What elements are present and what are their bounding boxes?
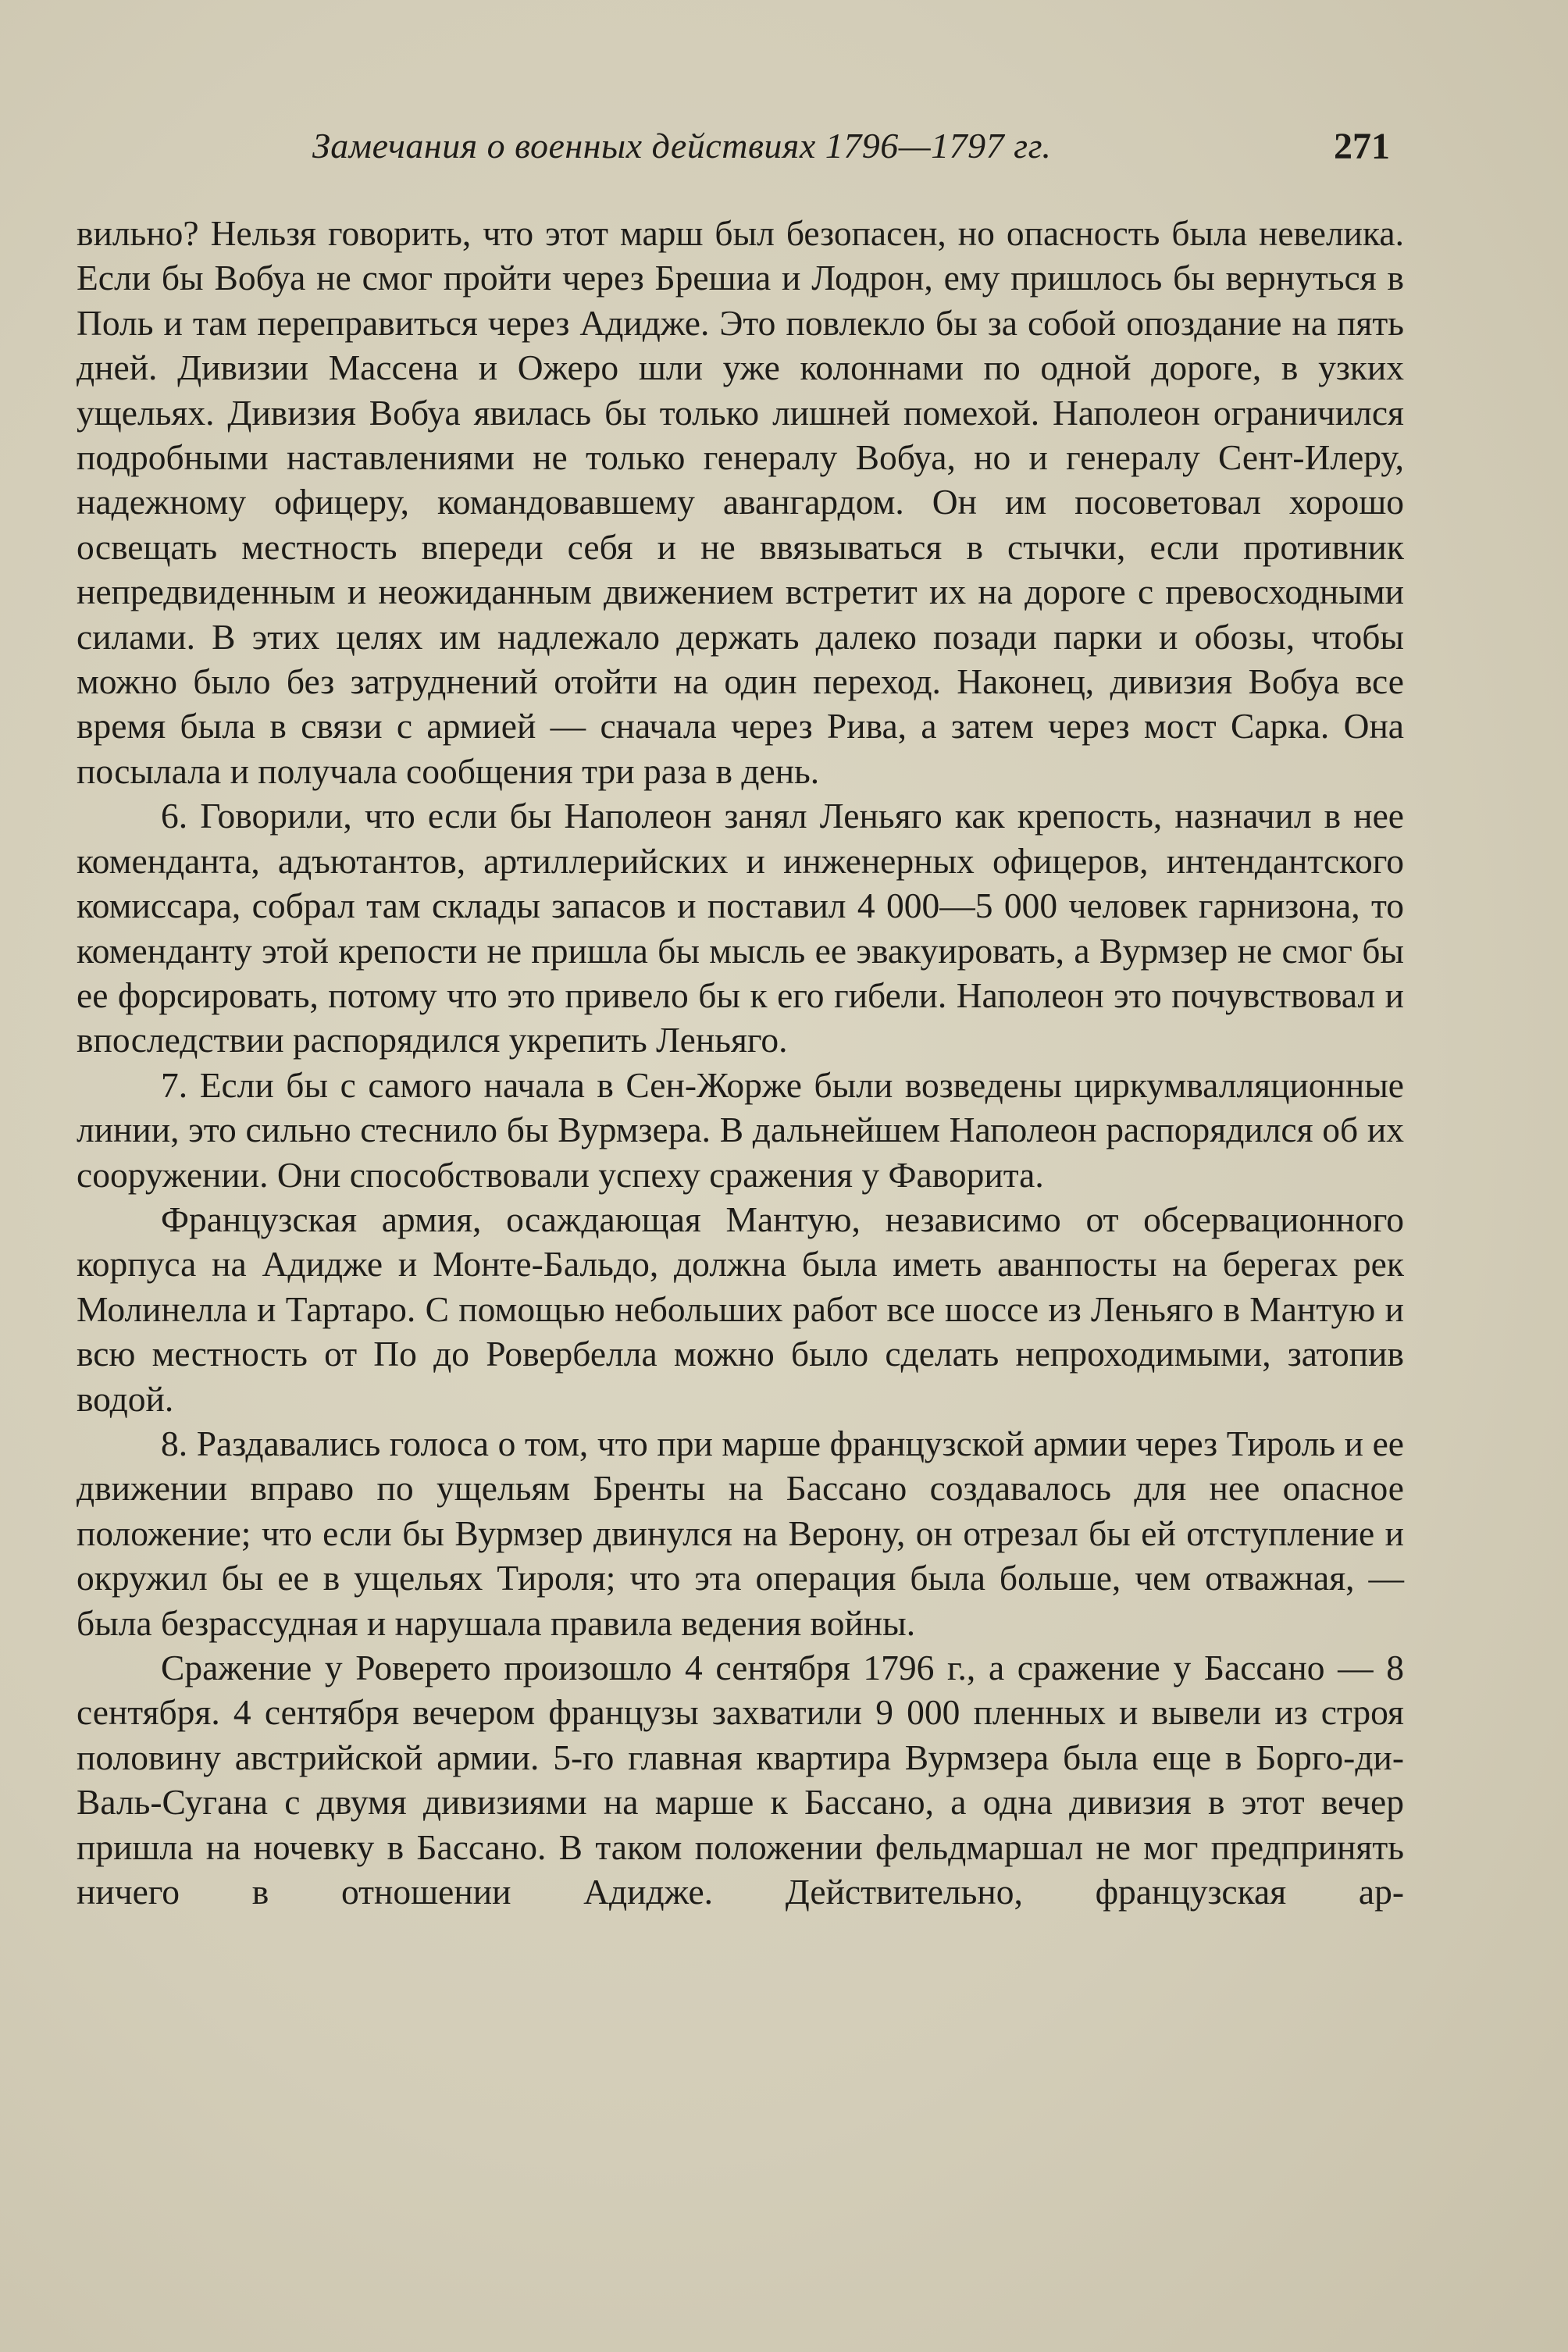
page-header [141, 117, 1390, 180]
paragraph-1: вильно? Нельзя говорить, что этот марш был безопасен, но опасность была невелика. Если бы Вобуа не смог пройти через Брешиа и Лодрон, ему пришлось бы вернуться в Поль и там переправиться через Адидже. Это повлекло бы за собой опоздание на пять дней. Дивизии Массена и Ожеро шли уже колоннами по одной дороге, в узких ущельях. Дивизия Вобуа явилась бы только лишней помехой. Наполеон ограничился подробными наставлениями не только генералу Вобуа, но и генералу Сент-Илеру, надежному офицеру, командовавшему авангардом. Он им посоветовал хорошо освещать местность впереди себя и не ввязываться в стычки, если противник непредвиденным и неожиданным движением встретит их на дороге с превосходными силами. В этих целях им надлежало держать далеко позади парки и обозы, чтобы можно было без затруднений отойти на один переход. Наконец, дивизия Вобуа все время была в связи с армией — сначала через Рива, а затем через мост Сарка. Она посылала и получала сообщения три раза в день. [77, 213, 1404, 791]
running-title: Замечания о военных действиях 1796—1797 гг. [312, 126, 1052, 166]
page-number: 271 [1334, 126, 1390, 167]
paragraph-6: Сражение у Роверето произошло 4 сентября 1796 г., а сражение у Бассано — 8 сентября. 4 сентября вечером французы захватили 9 000 пленных и вывели из строя половину австрийской армии. 5-го главная квартира Вурмзера была еще в Борго-ди-Валь-Сугана с двумя дивизиями на марше к Бассано, а одна дивизия в этот вечер пришла на ночевку в Бассано. В таком положении фельдмаршал не мог предпринять ничего в отношении Адидже. Действительно, французская ар- [77, 1648, 1404, 1912]
paragraph-5: 8. Раздавались голоса о том, что при марше французской армии через Тироль и ее движении вправо по ущельям Бренты на Бассано создавалось для нее опасное положение; что если бы Вурмзер двинулся на Верону, он отрезал бы ей отступление и окружил бы ее в ущельях Тироля; что эта операция была больше, чем отважная, — была безрассудная и нарушала правила ведения войны. [77, 1423, 1404, 1643]
paragraph-2: 6. Говорили, что если бы Наполеон занял Леньяго как крепость, назначил в нее коменданта, адъютантов, артиллерийских и инженерных офицеров, интендантского комиссара, собрал там склады запасов и поставил 4 000—5 000 человек гарнизона, то коменданту этой крепости не пришла бы мысль ее эвакуировать, а Вурмзер не смог бы ее форсировать, потому что это привело бы к его гибели. Наполеон это почувствовал и впоследствии распорядился укрепить Леньяго. [77, 796, 1404, 1060]
paragraph-3: 7. Если бы с самого начала в Сен-Жорже были возведены циркумвалляционные линии, это сильно стеснило бы Вурмзера. В дальнейшем Наполеон распорядился об их сооружении. Они способствовали успеху сражения у Фаворита. [77, 1064, 1404, 1195]
paragraph-4: Французская армия, осаждающая Мантую, независимо от обсервационного корпуса на Адидже и Монте-Бальдо, должна была иметь аванпосты на берегах рек Молинелла и Тартаро. С помощью небольших работ все шоссе из Леньяго в Мантую и всю местность от По до Ровербелла можно было сделать непроходимыми, затопив водой. [77, 1199, 1404, 1419]
body-text [77, 211, 1404, 1914]
